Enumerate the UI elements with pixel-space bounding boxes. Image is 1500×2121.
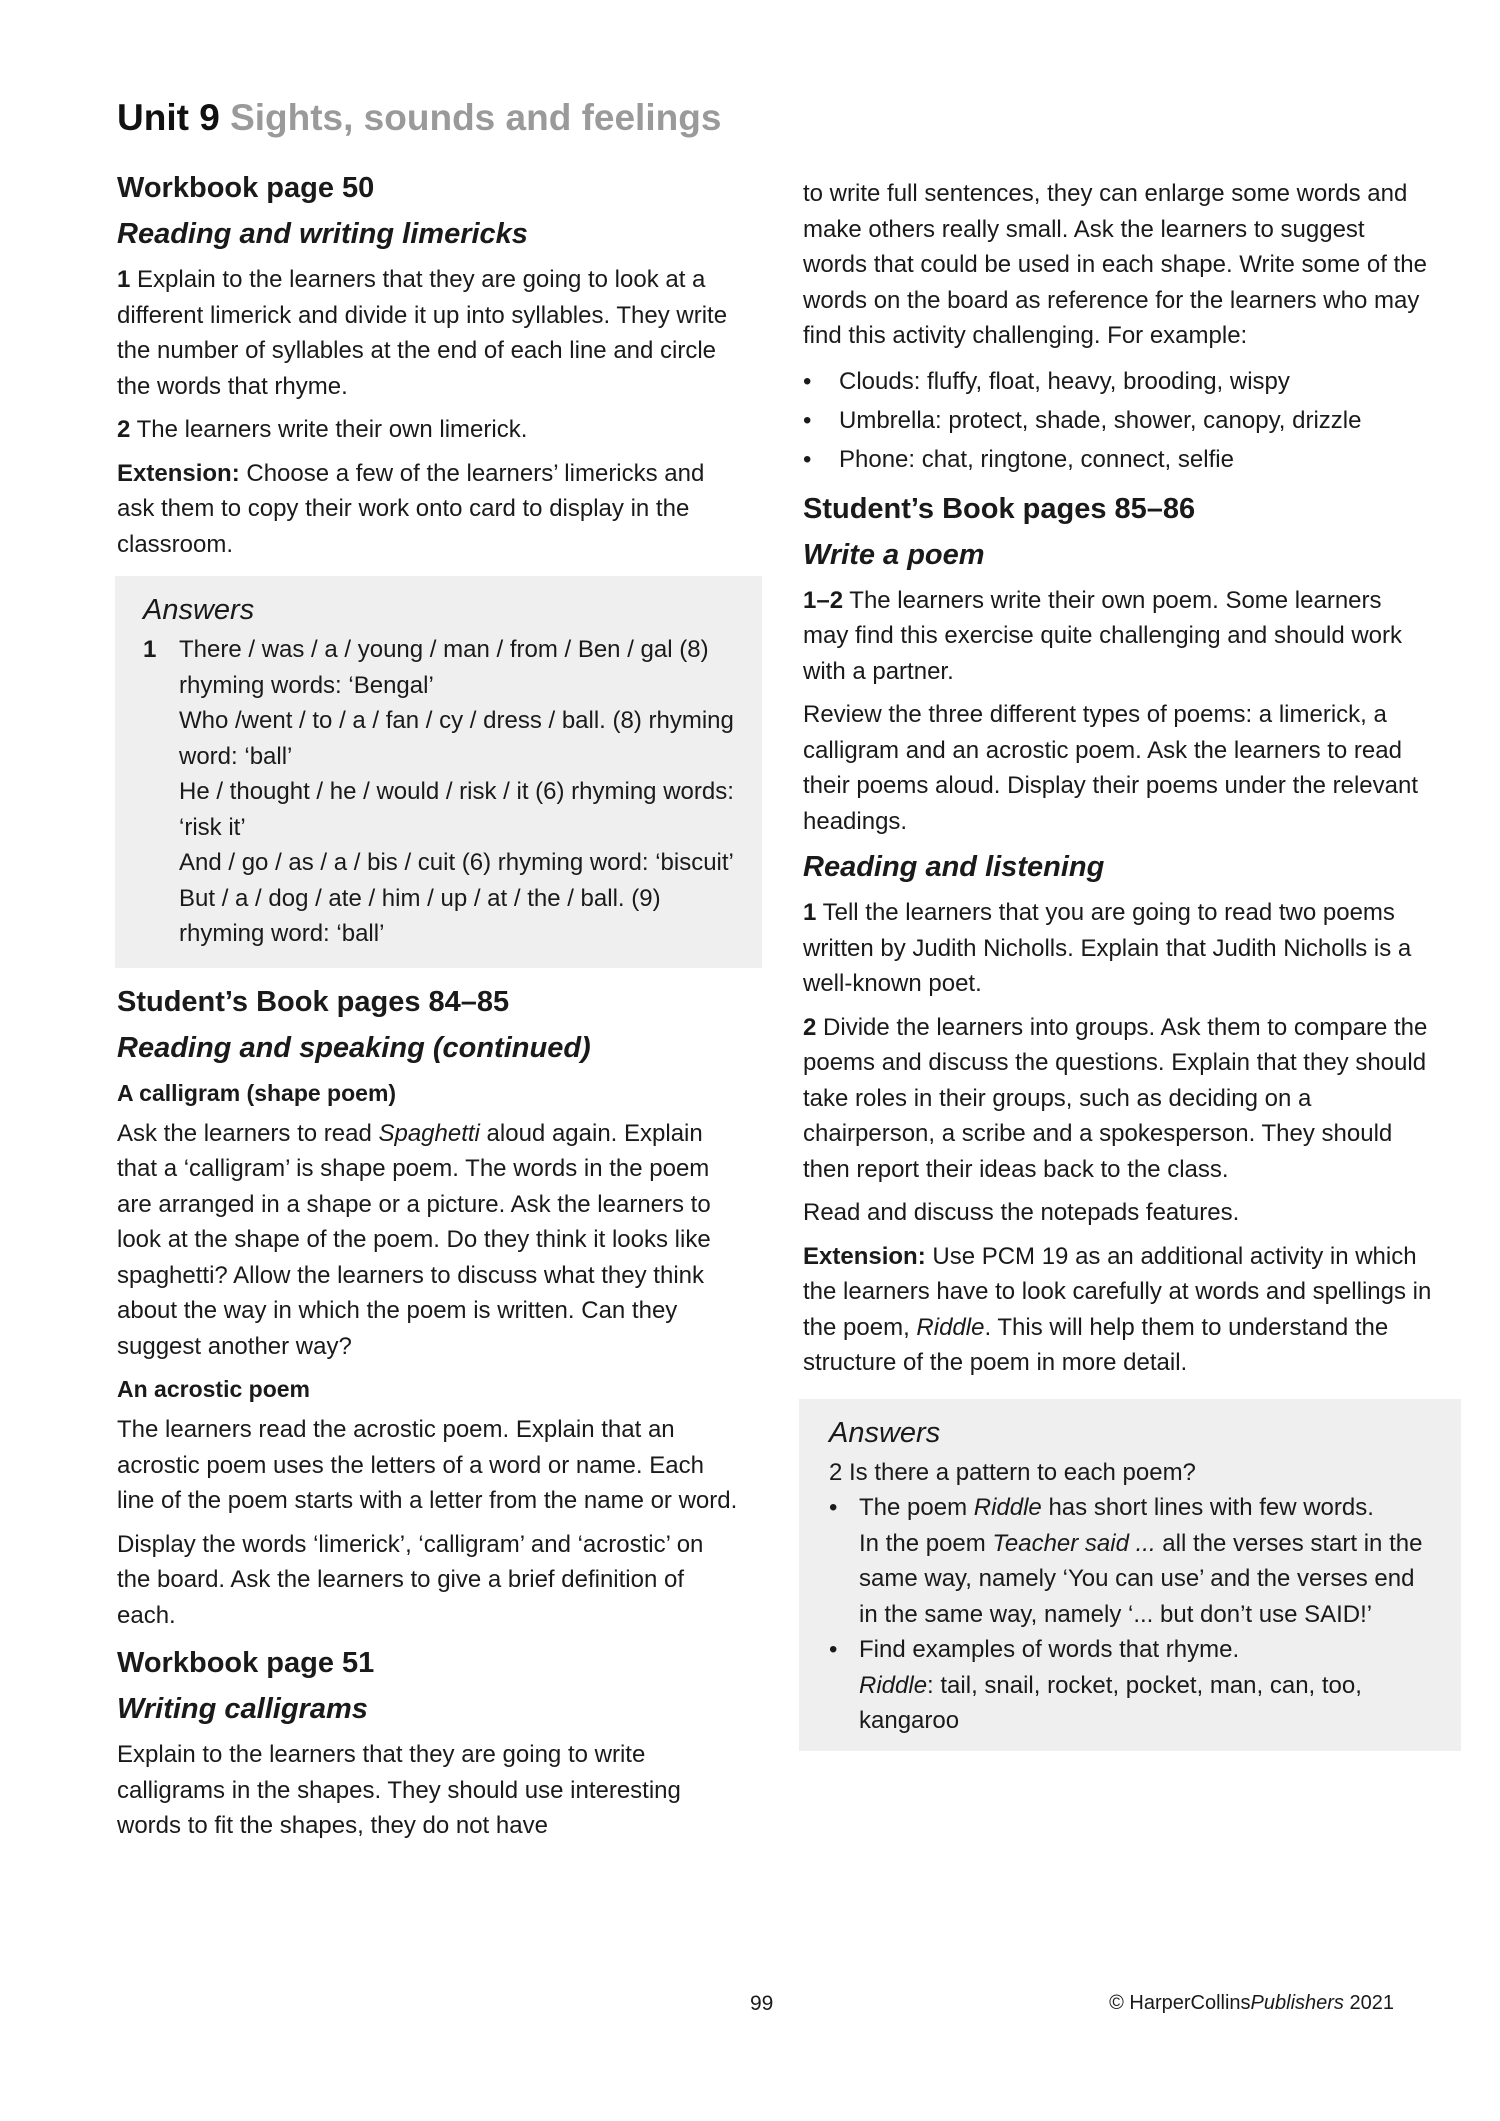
item-number: 1 bbox=[803, 899, 817, 926]
item-number: 1–2 bbox=[803, 586, 844, 614]
paragraph-acrostic: The learners read the acrostic poem. Explain that an acrostic poem uses the letters of a word or name. Each line of the poem starts with a letter from the name or word. bbox=[117, 1416, 738, 1514]
paragraph-limerick-1 bbox=[117, 262, 742, 404]
left-column bbox=[117, 168, 742, 1852]
paragraph-writing-calligrams: Explain to the learners that they are going to write calligrams in the shapes. They should use interesting words to fit the shapes, they do not have bbox=[117, 1741, 681, 1839]
list-item: • Clouds: fluffy, float, heavy, brooding, wispy bbox=[803, 362, 1433, 401]
answers-box-poems bbox=[799, 1399, 1461, 1751]
paragraph-text: The learners write their own poem. Some learners may find this exercise quite challenging and should work with a partner. bbox=[803, 586, 1403, 685]
answer-bullet-text bbox=[859, 1490, 1433, 1632]
copyright-publishers: Publishers bbox=[1250, 1992, 1344, 2014]
answer-line: And / go / as / a / bis / cuit (6) rhyming word: ‘biscuit’ bbox=[179, 849, 734, 876]
example-words-list bbox=[803, 362, 1433, 479]
paragraph-text: Divide the learners into groups. Ask them to compare the poems and discuss the questions. Explain that they should take roles in their groups, such as deciding on a chairperson, a scribe and a spokesperson. They should then report their ideas back to the class. bbox=[803, 1013, 1428, 1183]
paragraph-text: aloud again. Explain that a ‘calligram’ is shape poem. The words in the poem are arranged in a shape or a picture. Ask the learners to look at the shape of the poem. Do they think it looks like spaghetti? Allow the learners to discuss what they think about the way in which the poem is written. Can they suggest another way? bbox=[117, 1119, 711, 1360]
heading-calligram: A calligram (shape poem) bbox=[117, 1079, 397, 1106]
paragraph-calligram bbox=[117, 1116, 742, 1365]
heading-write-a-poem: Write a poem bbox=[803, 538, 985, 571]
poem-title: Riddle bbox=[973, 1494, 1042, 1521]
answer-question: 2 Is there a pattern to each poem? bbox=[829, 1458, 1196, 1486]
answer-bullet bbox=[829, 1632, 1433, 1739]
answer-text: all the verses start in the same way, namely ‘You can use’ and the verses end in the same way, namely ‘... but don’t use SAID!’ bbox=[859, 1529, 1423, 1628]
answer-bullet-text bbox=[859, 1632, 1433, 1739]
answer-bullet bbox=[829, 1490, 1433, 1632]
paragraph-text: The learners write their own limerick. bbox=[130, 416, 528, 443]
paragraph-write-poem bbox=[803, 583, 1433, 690]
paragraph-display-words: Display the words ‘limerick’, ‘calligram’ and ‘acrostic’ on the board. Ask the learners to give a brief definition of each. bbox=[117, 1530, 704, 1629]
paragraph-text: Explain to the learners that they are going to look at a different limerick and divide it up into syllables. They write the number of syllables at the end of each line and circle the words that rhyme. bbox=[117, 266, 728, 400]
paragraph-listening-1 bbox=[803, 895, 1433, 1002]
item-number: 2 bbox=[117, 416, 131, 443]
paragraph-text: Choose a few of the learners’ limericks and ask them to copy their work onto card to display in the classroom. bbox=[117, 459, 705, 558]
right-column bbox=[803, 176, 1433, 1751]
heading-writing-calligrams: Writing calligrams bbox=[117, 1693, 368, 1725]
answer-body bbox=[179, 632, 736, 952]
bullet-mark: • bbox=[829, 1636, 838, 1663]
copyright-year: 2021 bbox=[1343, 1992, 1394, 2014]
paragraph-text: . This will help them to understand the structure of the poem in more detail. bbox=[803, 1313, 1389, 1376]
bullet-mark: • bbox=[829, 1494, 838, 1521]
answer-line: But / a / dog / ate / him / up / at / the / ball. (9) rhyming word: ‘ball’ bbox=[179, 884, 661, 947]
answer-text: : tail, snail, rocket, pocket, man, can, too, kangaroo bbox=[859, 1671, 1362, 1734]
paragraph-extension-right bbox=[803, 1239, 1433, 1381]
copyright bbox=[1109, 1992, 1394, 2015]
list-item: • Phone: chat, ringtone, connect, selfie bbox=[803, 440, 1433, 479]
paragraph-text: Tell the learners that you are going to read two poems written by Judith Nicholls. Explain that Judith Nicholls is a well-known poet. bbox=[803, 899, 1412, 997]
poem-title: Teacher said ... bbox=[992, 1529, 1156, 1557]
answers-box-limerick bbox=[115, 576, 762, 968]
poem-title: Spaghetti bbox=[378, 1119, 480, 1147]
paragraph-review: Review the three different types of poems: a limerick, a calligram and an acrostic poem. Ask the learners to read their poems aloud. Display their poems under the relevant headings. bbox=[803, 701, 1418, 835]
copyright-text: © HarperCollins bbox=[1109, 1992, 1251, 2014]
answer-item bbox=[143, 632, 736, 952]
paragraph-listening-2 bbox=[803, 1010, 1433, 1188]
poem-title: Riddle bbox=[859, 1671, 928, 1699]
unit-subtitle: Sights, sounds and feelings bbox=[230, 97, 722, 138]
heading-students-book-85-86: Student’s Book pages 85–86 bbox=[803, 492, 1196, 525]
answer-text: Find examples of words that rhyme. bbox=[859, 1636, 1240, 1663]
unit-label: Unit 9 bbox=[117, 97, 220, 138]
answer-text: has short lines with few words. bbox=[1041, 1494, 1374, 1521]
paragraph-notepads: Read and discuss the notepads features. bbox=[803, 1199, 1240, 1226]
answer-line: There / was / a / young / man / from / Ben / gal (8) rhyming words: ‘Bengal’ bbox=[179, 636, 709, 699]
answer-number: 1 bbox=[143, 636, 157, 663]
answer-text: The poem bbox=[859, 1494, 974, 1521]
paragraph-continued: to write full sentences, they can enlarge some words and make others really small. Ask the learners to suggest words that could be used in each shape. Write some of the words on the board as reference for the learners who may find this activity challenging. For example: bbox=[803, 180, 1427, 349]
answers-title: Answers bbox=[829, 1416, 941, 1449]
answer-text: In the poem bbox=[859, 1529, 993, 1557]
heading-acrostic: An acrostic poem bbox=[117, 1376, 310, 1402]
answers-title: Answers bbox=[143, 594, 255, 626]
list-item: • Umbrella: protect, shade, shower, canopy, drizzle bbox=[803, 401, 1433, 440]
answer-line: He / thought / he / would / risk / it (6) rhyming words: ‘risk it’ bbox=[179, 778, 734, 841]
paragraph-limerick-2 bbox=[117, 412, 742, 448]
page-title bbox=[117, 96, 721, 140]
item-number: 1 bbox=[117, 266, 131, 293]
heading-reading-listening: Reading and listening bbox=[803, 851, 1105, 883]
paragraph-text: Ask the learners to read bbox=[117, 1119, 379, 1147]
paragraph-text: Use PCM 19 as an additional activity in which the learners have to look carefully at words and spellings in the poem, bbox=[803, 1242, 1432, 1341]
heading-workbook-51: Workbook page 51 bbox=[117, 1647, 375, 1679]
extension-label: Extension: bbox=[803, 1242, 926, 1270]
heading-workbook-50: Workbook page 50 bbox=[117, 172, 375, 204]
page-number: 99 bbox=[750, 1992, 774, 2015]
poem-title: Riddle bbox=[916, 1313, 985, 1341]
heading-reading-writing-limericks: Reading and writing limericks bbox=[117, 218, 528, 250]
heading-students-book-84-85: Student’s Book pages 84–85 bbox=[117, 985, 510, 1018]
heading-reading-speaking: Reading and speaking (continued) bbox=[117, 1031, 591, 1064]
item-number: 2 bbox=[803, 1013, 817, 1041]
extension-label: Extension: bbox=[117, 459, 240, 487]
answer-line: Who /went / to / a / fan / cy / dress / ball. (8) rhyming word: ‘ball’ bbox=[179, 707, 734, 770]
paragraph-extension bbox=[117, 456, 742, 563]
